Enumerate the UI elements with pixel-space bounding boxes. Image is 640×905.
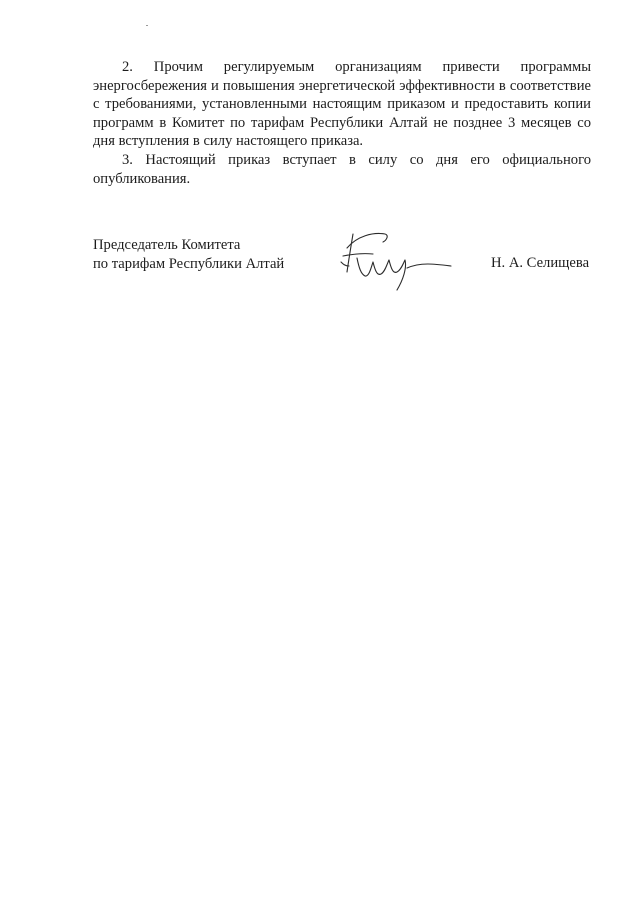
- paragraph-3: 3. Настоящий приказ вступает в силу со дня его официального опубликования.: [93, 151, 591, 187]
- scan-speck: [146, 25, 148, 26]
- signer-title: [93, 236, 284, 273]
- signature-strokes: [341, 234, 451, 290]
- signer-title-line-2: по тарифам Республики Алтай: [93, 255, 285, 272]
- signer-title-line-1: Председатель Комитета: [93, 237, 241, 253]
- signature-block: [93, 236, 593, 296]
- signer-name: Н. А. Селищева: [491, 255, 590, 271]
- document-body: [93, 58, 591, 188]
- handwritten-signature: [333, 228, 463, 292]
- paragraph-2: 2. Прочим регулируемым организациям привести программы энергосбережения и повышения энергетической эффективности в соответствие с требованиями, установленными настоящим приказом и предоставить копии программ в Комитет по тарифам Республики Алтай не позднее 3 месяцев со дня вступления в силу настоящего приказа.: [93, 59, 591, 150]
